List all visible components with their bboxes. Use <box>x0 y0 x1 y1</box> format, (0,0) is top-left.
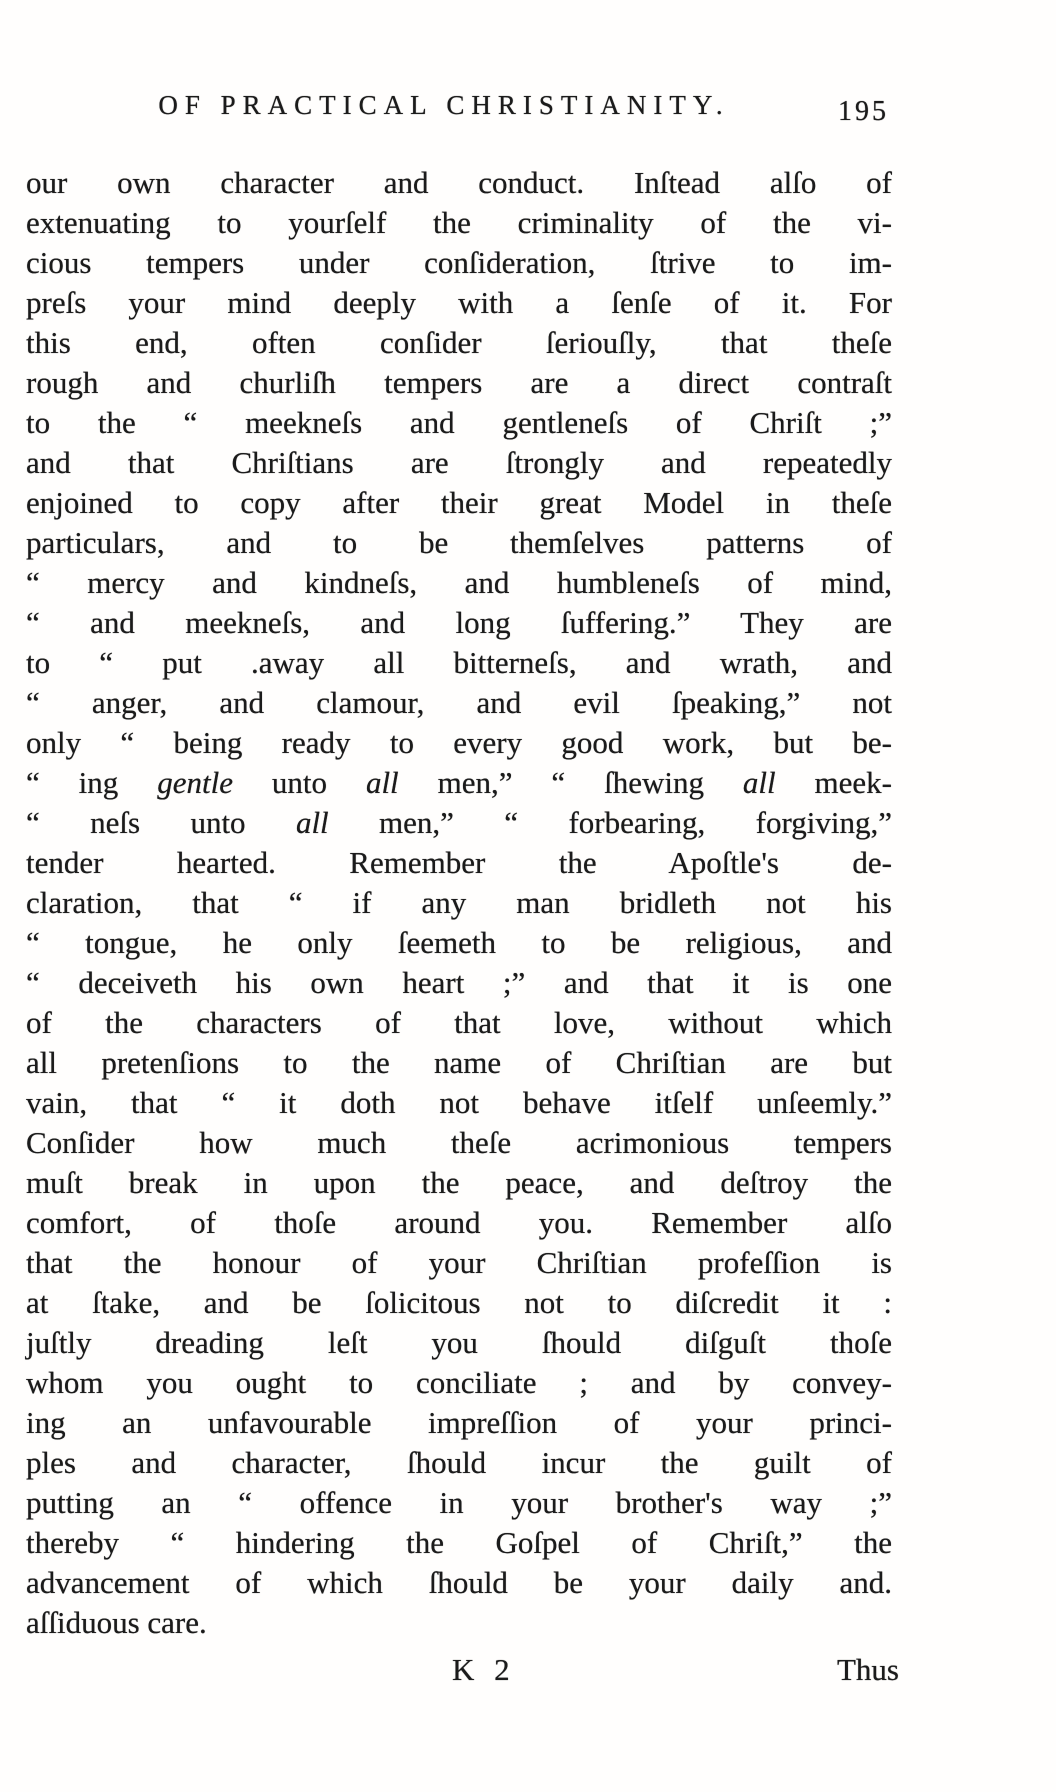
page-number: 195 <box>838 96 889 127</box>
text-line: whom you ought to conciliate ; and by convey- <box>26 1365 892 1400</box>
text-line: our own character and conduct. Inſtead alſo of <box>26 165 892 200</box>
text-line: cious tempers under conſideration, ſtrive to im- <box>26 245 892 280</box>
text-line: juſtly dreading leſt you ſhould diſguſt thoſe <box>26 1325 892 1360</box>
running-header <box>26 90 892 132</box>
text-line: to “ put .away all bitterneſs, and wrath, and <box>26 645 892 680</box>
text-line: at ſtake, and be ſolicitous not to diſcredit it : <box>26 1285 892 1320</box>
text-line: “ tongue, he only ſeemeth to be religious, and <box>26 925 892 960</box>
text-line: muſt break in upon the peace, and deſtroy the <box>26 1165 892 1200</box>
text-line: tender hearted. Remember the Apoſtle's de- <box>26 845 892 880</box>
body-text <box>26 163 892 1643</box>
text-line: claration, that “ if any man bridleth not his <box>26 885 892 920</box>
text-line: preſs your mind deeply with a ſenſe of it. For <box>26 285 892 320</box>
text-line: “ mercy and kindneſs, and humbleneſs of mind, <box>26 565 892 600</box>
text-line: aſſiduous care. <box>26 1605 207 1640</box>
text-line: this end, often conſider ſeriouſly, that theſe <box>26 325 892 360</box>
text-line: extenuating to yourſelf the criminality of the vi- <box>26 205 892 240</box>
text-line: putting an “ offence in your brother's way ;” <box>26 1485 892 1520</box>
text-line: of the characters of that love, without which <box>26 1005 892 1040</box>
text-line: “ neſs unto all men,” “ forbearing, forgiving,” <box>26 805 892 840</box>
text-line: particulars, and to be themſelves patterns of <box>26 525 892 560</box>
text-line: vain, that “ it doth not behave itſelf unſeemly.” <box>26 1085 892 1120</box>
text-line: only “ being ready to every good work, but be- <box>26 725 892 760</box>
text-line: that the honour of your Chriſtian profeſſion is <box>26 1245 892 1280</box>
text-line: enjoined to copy after their great Model in theſe <box>26 485 892 520</box>
page-title: OF PRACTICAL CHRISTIANITY. <box>158 90 730 120</box>
text-line: Conſider how much theſe acrimonious tempers <box>26 1125 892 1160</box>
text-line: thereby “ hindering the Goſpel of Chriſt,” the <box>26 1525 892 1560</box>
page-footer <box>26 1652 926 1698</box>
catchword: Thus <box>837 1652 899 1687</box>
text-line: “ ing gentle unto all men,” “ ſhewing all meek- <box>26 765 892 800</box>
text-line: “ and meekneſs, and long ſuffering.” They are <box>26 605 892 640</box>
text-line: “ deceiveth his own heart ;” and that it is one <box>26 965 892 1000</box>
signature-mark: K 2 <box>452 1652 516 1687</box>
text-line: comfort, of thoſe around you. Remember alſo <box>26 1205 892 1240</box>
text-line: to the “ meekneſs and gentleneſs of Chriſt ;” <box>26 405 892 440</box>
text-line: rough and churliſh tempers are a direct contraſt <box>26 365 892 400</box>
text-line: advancement of which ſhould be your daily and. <box>26 1565 892 1600</box>
text-line: and that Chriſtians are ſtrongly and repeatedly <box>26 445 892 480</box>
text-line: “ anger, and clamour, and evil ſpeaking,” not <box>26 685 892 720</box>
text-line: all pretenſions to the name of Chriſtian are but <box>26 1045 892 1080</box>
text-line: ples and character, ſhould incur the guilt of <box>26 1445 892 1480</box>
text-line: ing an unfavourable impreſſion of your princi- <box>26 1405 892 1440</box>
